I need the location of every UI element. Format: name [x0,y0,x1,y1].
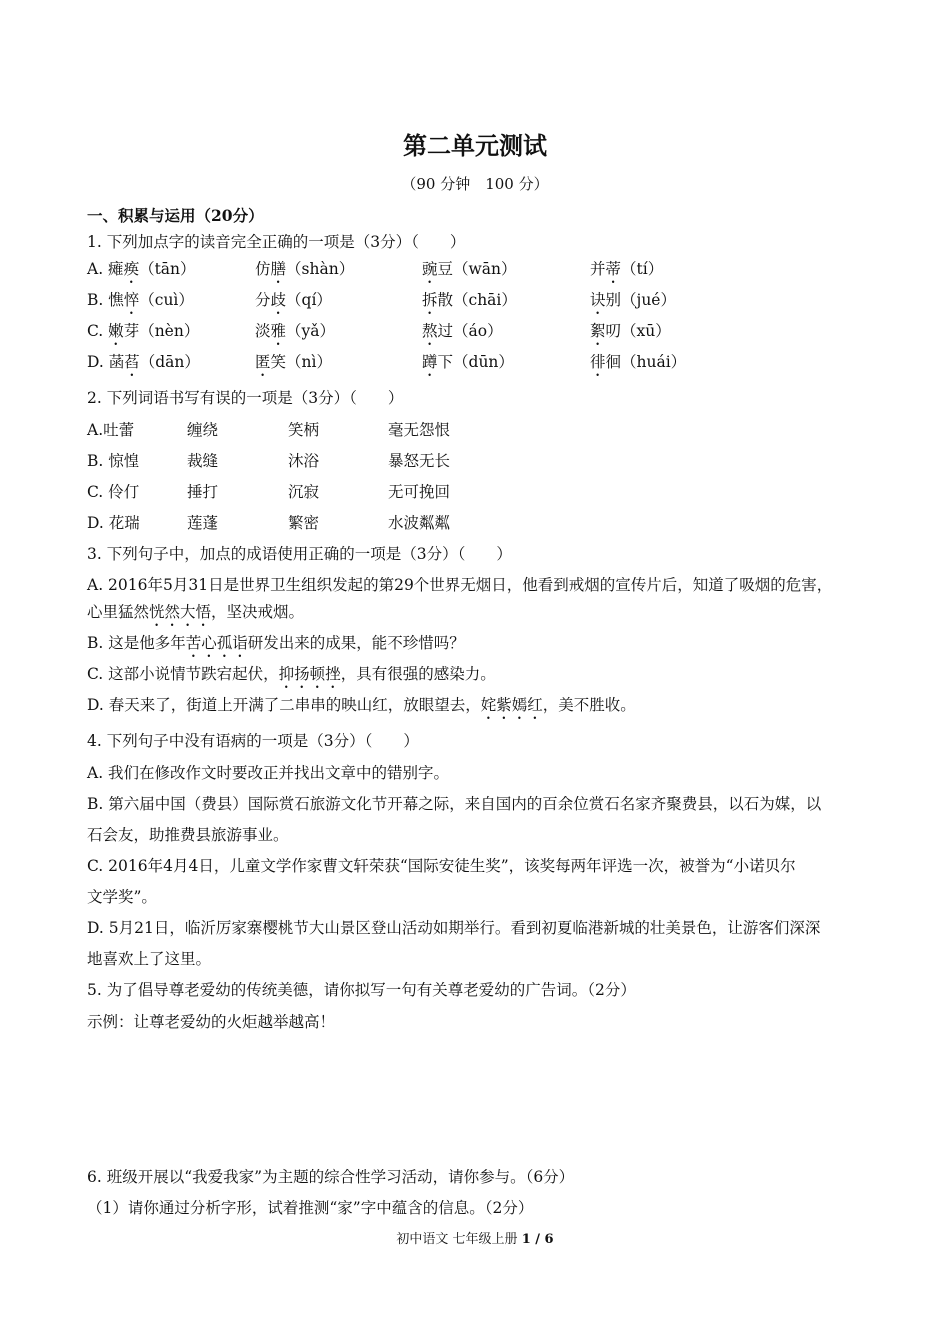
option-b-line1: B. 第六届中国（费县）国际赏石旅游文化节开幕之际，来自国内的百余位赏石名家齐聚费县，以石为媒，以 [87,795,822,813]
page-number: 1 / 6 [521,1232,554,1247]
option-cell: 拆散（chāi） [422,291,517,309]
option-cell: 捶打 [187,483,219,501]
option-cell: 繁密 [288,514,320,532]
question-4-stem: 4. 下列句子中没有语病的一项是（3分）（ ） [87,732,419,750]
option-c: C. 嫩芽（nèn） [87,322,200,340]
question-3-stem: 3. 下列句子中，加点的成语使用正确的一项是（3分）（ ） [87,545,512,563]
option-c: C. 这部小说情节跌宕起伏，抑扬顿挫，具有很强的感染力。 [87,665,496,683]
option-cell: 分歧（qí） [255,291,332,309]
option-c-line2: 文学奖”。 [87,888,157,906]
option-d: D. 菡萏（dān） [87,353,200,371]
option-d-line1: D. 5月21日，临沂厉家寨樱桃节大山景区登山活动如期举行。看到初夏临港新城的壮美景色，让游客们深深 [87,919,821,937]
option-a-line2: 心里猛然恍然大悟，坚决戒烟。 [87,603,305,621]
option-a: A.吐蕾 [87,421,135,439]
option-c-line1: C. 2016年4月4日，儿童文学作家曹文轩荣获“国际安徒生奖”，该奖每两年评选一次，被誉为“小诺贝尔 [87,857,796,875]
option-cell: 缠绕 [187,421,219,439]
option-cell: 毫无怨恨 [388,421,451,439]
option-cell: 水波粼粼 [388,514,451,532]
option-c: C. 伶仃 [87,483,140,501]
option-a: A. 我们在修改作文时要改正并找出文章中的错别字。 [87,764,450,782]
option-cell: 裁缝 [187,452,219,470]
question-2-stem: 2. 下列词语书写有误的一项是（3分）（ ） [87,389,404,407]
footer-text: 初中语文 七年级上册 [396,1232,522,1247]
option-b: B. 惊惶 [87,452,140,470]
question-1-stem: 1. 下列加点字的读音完全正确的一项是（3分）（ ） [87,233,466,251]
option-cell: 熬过（áo） [422,322,503,340]
option-cell: 淡雅（yǎ） [255,322,336,340]
option-cell: 诀别（jué） [590,291,676,309]
option-a-line1: A. 2016年5月31日是世界卫生组织发起的第29个世界无烟日，他看到戒烟的宣传片后，知道了吸烟的危害， [87,576,833,594]
option-cell: 无可挽回 [388,483,451,501]
option-d: D. 花瑞 [87,514,140,532]
option-cell: 并蒂（tí） [590,260,664,278]
option-d-line2: 地喜欢上了这里。 [87,950,212,968]
option-cell: 沉寂 [288,483,320,501]
option-cell: 笑柄 [288,421,320,439]
option-cell: 蹲下（dūn） [422,353,514,371]
section-heading: 一、积累与运用（20分） [87,206,264,225]
option-cell: 沐浴 [288,452,320,470]
question-5-example: 示例：让尊老爱幼的火炬越举越高！ [87,1013,336,1031]
question-6-sub1: （1）请你通过分析字形，试着推测“家”字中蕴含的信息。（2分） [87,1199,534,1217]
option-cell: 絮叨（xū） [590,322,671,340]
option-b: B. 憔悴（cuì） [87,291,194,309]
option-cell: 仿膳（shàn） [255,260,355,278]
option-cell: 豌豆（wān） [422,260,517,278]
question-5-stem: 5. 为了倡导尊老爱幼的传统美德，请你拟写一句有关尊老爱幼的广告词。（2分） [87,981,636,999]
option-cell: 莲蓬 [187,514,219,532]
option-d: D. 春天来了，街道上开满了二串串的映山红，放眼望去，姹紫嫣红，美不胜收。 [87,696,636,714]
page-footer [0,1228,950,1247]
option-cell: 暴怒无长 [388,452,451,470]
option-a: A. 瘫痪（tān） [87,260,196,278]
option-cell: 匿笑（nì） [255,353,332,371]
exam-duration-score: （90 分钟 100 分） [401,175,549,193]
page-title: 第二单元测试 [403,132,547,160]
option-cell: 徘徊（huái） [590,353,687,371]
option-b-line2: 石会友，助推费县旅游事业。 [87,826,289,844]
option-b: B. 这是他多年苦心孤诣研发出来的成果，能不珍惜吗？ [87,634,465,652]
question-6-stem: 6. 班级开展以“我爱我家”为主题的综合性学习活动，请你参与。（6分） [87,1168,575,1186]
